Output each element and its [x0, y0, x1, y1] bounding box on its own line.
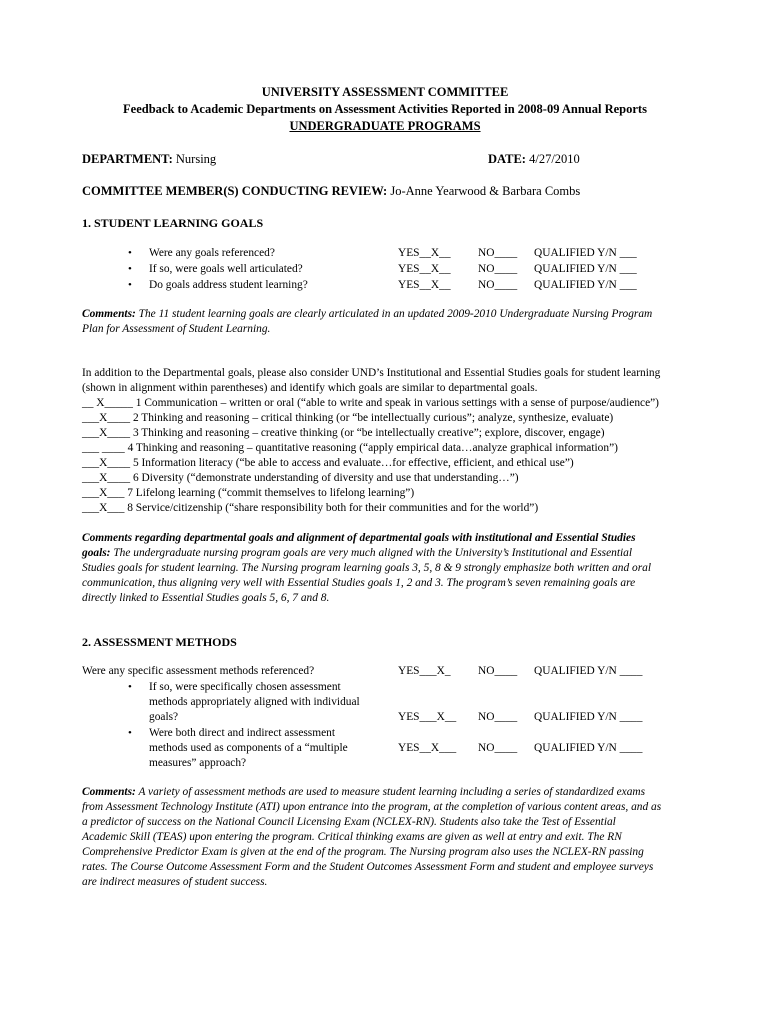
header-committee: UNIVERSITY ASSESSMENT COMMITTEE: [261, 85, 509, 99]
qualified-field: QUALIFIED Y/N ____: [534, 742, 643, 754]
no-field: NO____: [478, 665, 518, 677]
yes-field: YES___X_: [398, 665, 451, 677]
bullet-icon: •: [128, 263, 132, 275]
institutional-intro: [82, 366, 722, 396]
comments-text: A variety of assessment methods are used to measure student learning including a series of standardized exams: [138, 786, 646, 798]
yes-field: YES___X__: [398, 711, 457, 723]
goal-item: ___X____ 6 Diversity (“demonstrate understanding of diversity and use that understanding…”): [82, 472, 519, 484]
goal-item: ___X____ 5 Information literacy (“be able to access and evaluate…for effective, efficient, and ethical use”): [82, 457, 574, 469]
date-value: 4/27/2010: [529, 152, 580, 166]
qualified-field: QUALIFIED Y/N ____: [534, 665, 643, 677]
goal-item: ___X___ 7 Lifelong learning (“commit themselves to lifelong learning”): [82, 487, 415, 499]
no-field: NO____: [478, 742, 518, 754]
question-text: Were both direct and indirect assessment: [149, 727, 336, 739]
comments-label: Comments:: [82, 786, 136, 798]
committee-line: [82, 183, 580, 199]
question-text: Do goals address student learning?: [149, 279, 308, 291]
section2-title: 2. ASSESSMENT METHODS: [82, 635, 237, 649]
question-text: If so, were goals well articulated?: [149, 263, 303, 275]
section2-comments: [82, 785, 722, 890]
yes-field: YES__X__: [398, 263, 451, 275]
comments-text: Academic Skill (TEAS) upon entering the program. Critical thinking exams are given as well at entry and exit. The RN: [82, 831, 622, 843]
qualified-field: QUALIFIED Y/N ___: [534, 263, 637, 275]
bullet-icon: •: [128, 247, 132, 259]
comments-text: a predictor of success on the National Council Licensing Exam (NCLEX-RN). Students also take the Test of Essential: [82, 816, 616, 828]
question-text: methods appropriately aligned with individual: [149, 696, 360, 708]
comments-label: Comments:: [82, 308, 136, 320]
comments-text: are indirect measures of student success.: [82, 876, 268, 888]
question-text: If so, were specifically chosen assessment: [149, 681, 341, 693]
no-field: NO____: [478, 279, 518, 291]
header-program-type: UNDERGRADUATE PROGRAMS: [289, 119, 481, 133]
committee-value: Jo-Anne Yearwood & Barbara Combs: [390, 184, 581, 198]
alignment-comments-heading: goals:: [82, 547, 111, 559]
date-line: [488, 151, 580, 167]
yes-field: YES__X___: [398, 742, 457, 754]
question-text: measures” approach?: [149, 757, 247, 769]
qualified-field: QUALIFIED Y/N ___: [534, 247, 637, 259]
question-text: methods used as components of a “multiple: [149, 742, 348, 754]
qualified-field: QUALIFIED Y/N ____: [534, 711, 643, 723]
comments-text: Studies goals for student learning. The Nursing program learning goals 3, 5, 8 & 9 strongly emphasize both written and oral: [82, 562, 652, 574]
comments-text: communication, thus aligning very well with Essential Studies goals 1, 2 and 3. The program’s seven remaining goals are: [82, 577, 636, 589]
document-header: [0, 84, 770, 135]
intro-line: (shown in alignment within parentheses) and identify which goals are similar to departmental goals.: [82, 382, 538, 394]
department-label: DEPARTMENT:: [82, 152, 173, 166]
committee-label: COMMITTEE MEMBER(S) CONDUCTING REVIEW:: [82, 184, 388, 198]
yes-field: YES__X__: [398, 247, 451, 259]
goal-item: ___X____ 3 Thinking and reasoning – creative thinking (or “be intellectually creative”; explore, discover, engage): [82, 427, 605, 439]
comments-text: Comprehensive Predictor Exam is given at the end of the program. The Nursing program also uses the NCLEX-RN passing: [82, 846, 644, 858]
department-line: [82, 151, 216, 167]
question-text: Were any goals referenced?: [149, 247, 275, 259]
qualified-field: QUALIFIED Y/N ___: [534, 279, 637, 291]
comments-text: The 11 student learning goals are clearly articulated in an updated 2009-2010 Undergraduate Nursing Program: [138, 308, 653, 320]
no-field: NO____: [478, 247, 518, 259]
yes-field: YES__X__: [398, 279, 451, 291]
bullet-icon: •: [128, 279, 132, 291]
comments-text: The undergraduate nursing program goals are very much aligned with the University’s Institutional and Essential: [113, 547, 633, 559]
no-field: NO____: [478, 263, 518, 275]
bullet-icon: •: [128, 727, 132, 739]
alignment-comments-heading: Comments regarding departmental goals and alignment of departmental goals with institutional and Essential Studies: [82, 532, 636, 544]
bullet-icon: •: [128, 681, 132, 693]
goal-item: ___X___ 8 Service/citizenship (“share responsibility both for their communities and for the world”): [82, 502, 539, 514]
goal-item: __ X_____ 1 Communication – written or oral (“able to write and speak in various settings with a sense of purpose/audience”): [82, 397, 659, 409]
section1-title: 1. STUDENT LEARNING GOALS: [82, 216, 264, 230]
alignment-comments: [82, 531, 722, 606]
intro-line: In addition to the Departmental goals, please also consider UND’s Institutional and Essential Studies goals for student learning: [82, 367, 661, 379]
date-label: DATE:: [488, 152, 526, 166]
section1-comments: [82, 307, 722, 337]
department-value: Nursing: [175, 152, 217, 166]
header-subtitle: Feedback to Academic Departments on Assessment Activities Reported in 2008-09 Annual Reports: [123, 102, 647, 116]
goal-item: ___ ____ 4 Thinking and reasoning – quantitative reasoning (“apply empirical data…analyze graphical information”): [82, 442, 618, 454]
question-text: Were any specific assessment methods referenced?: [82, 665, 315, 677]
question-text: goals?: [149, 711, 179, 723]
comments-text: directly linked to Essential Studies goals 5, 6, 7 and 8.: [82, 592, 330, 604]
comments-text: Plan for Assessment of Student Learning.: [82, 323, 271, 335]
comments-text: rates. The Course Outcome Assessment Form and the Student Outcomes Assessment Form and student and employee surveys: [82, 861, 654, 873]
no-field: NO____: [478, 711, 518, 723]
goal-item: ___X____ 2 Thinking and reasoning – critical thinking (or “be intellectually curious”; analyze, synthesize, evaluate): [82, 412, 614, 424]
comments-text: from Assessment Technology Institute (ATI) upon entrance into the program, at the completion of various content areas, and as: [82, 801, 662, 813]
